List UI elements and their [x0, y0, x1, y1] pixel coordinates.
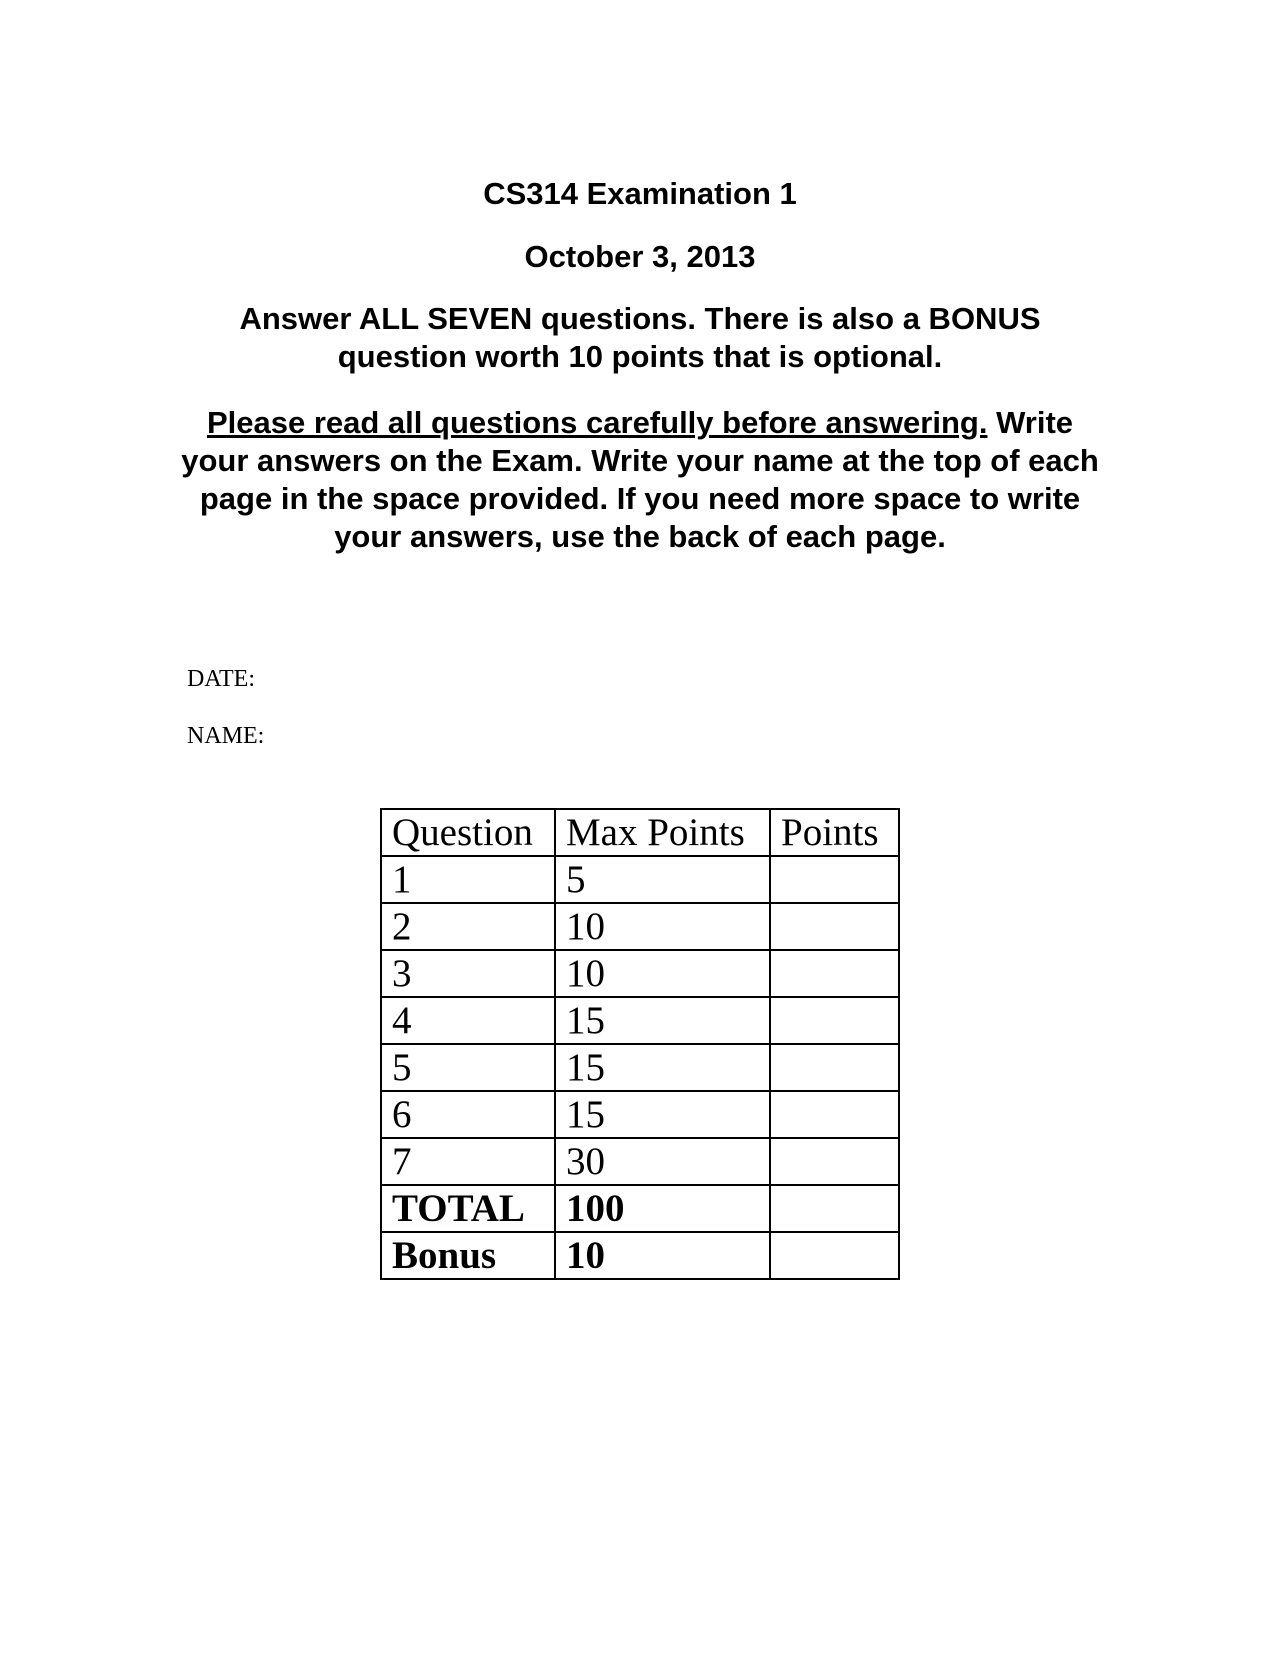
max-points-cell: 30 [555, 1138, 770, 1185]
max-points-cell: 10 [555, 1232, 770, 1279]
bonus-row [381, 1232, 899, 1279]
read-carefully-notice: Please read all questions carefully before answering. [206, 405, 988, 440]
answer-instructions: Answer ALL SEVEN questions. There is also a BONUS question worth 10 points that is optional. [239, 301, 1041, 374]
question-cell: 4 [381, 997, 555, 1044]
question-cell: 6 [381, 1091, 555, 1138]
points-cell[interactable] [770, 1232, 899, 1279]
exam-date: October 3, 2013 [524, 239, 756, 274]
question-cell: 5 [381, 1044, 555, 1091]
points-cell[interactable] [770, 997, 899, 1044]
points-cell[interactable] [770, 1091, 899, 1138]
max-points-cell: 5 [555, 856, 770, 903]
date-field-label: DATE: [187, 666, 255, 692]
table-row [381, 1044, 899, 1091]
points-cell[interactable] [770, 950, 899, 997]
max-points-cell: 10 [555, 903, 770, 950]
header-points: Points [770, 809, 899, 856]
max-points-cell: 15 [555, 1091, 770, 1138]
header-max-points: Max Points [555, 809, 770, 856]
table-row [381, 1091, 899, 1138]
table-row [381, 856, 899, 903]
max-points-cell: 100 [555, 1185, 770, 1232]
points-cell[interactable] [770, 1185, 899, 1232]
table-row [381, 1138, 899, 1185]
name-field-label: NAME: [187, 723, 265, 749]
question-cell: 1 [381, 856, 555, 903]
exam-title: CS314 Examination 1 [483, 176, 797, 211]
max-points-cell: 10 [555, 950, 770, 997]
table-row [381, 903, 899, 950]
total-row [381, 1185, 899, 1232]
header-question: Question [381, 809, 555, 856]
question-cell: 7 [381, 1138, 555, 1185]
table-row [381, 950, 899, 997]
points-cell[interactable] [770, 1138, 899, 1185]
write-instructions: Write your answers on the Exam. Write your name at the top of each page in the space provided. If you need more space to write your answers, use the back of each page. [181, 405, 1099, 554]
table-header-row [381, 809, 899, 856]
points-cell[interactable] [770, 856, 899, 903]
points-cell[interactable] [770, 1044, 899, 1091]
score-table [380, 808, 900, 1280]
question-cell: 2 [381, 903, 555, 950]
table-row [381, 997, 899, 1044]
question-cell: 3 [381, 950, 555, 997]
max-points-cell: 15 [555, 997, 770, 1044]
question-cell: Bonus [381, 1232, 555, 1279]
question-cell: TOTAL [381, 1185, 555, 1232]
max-points-cell: 15 [555, 1044, 770, 1091]
instructions-block [180, 404, 1100, 556]
points-cell[interactable] [770, 903, 899, 950]
